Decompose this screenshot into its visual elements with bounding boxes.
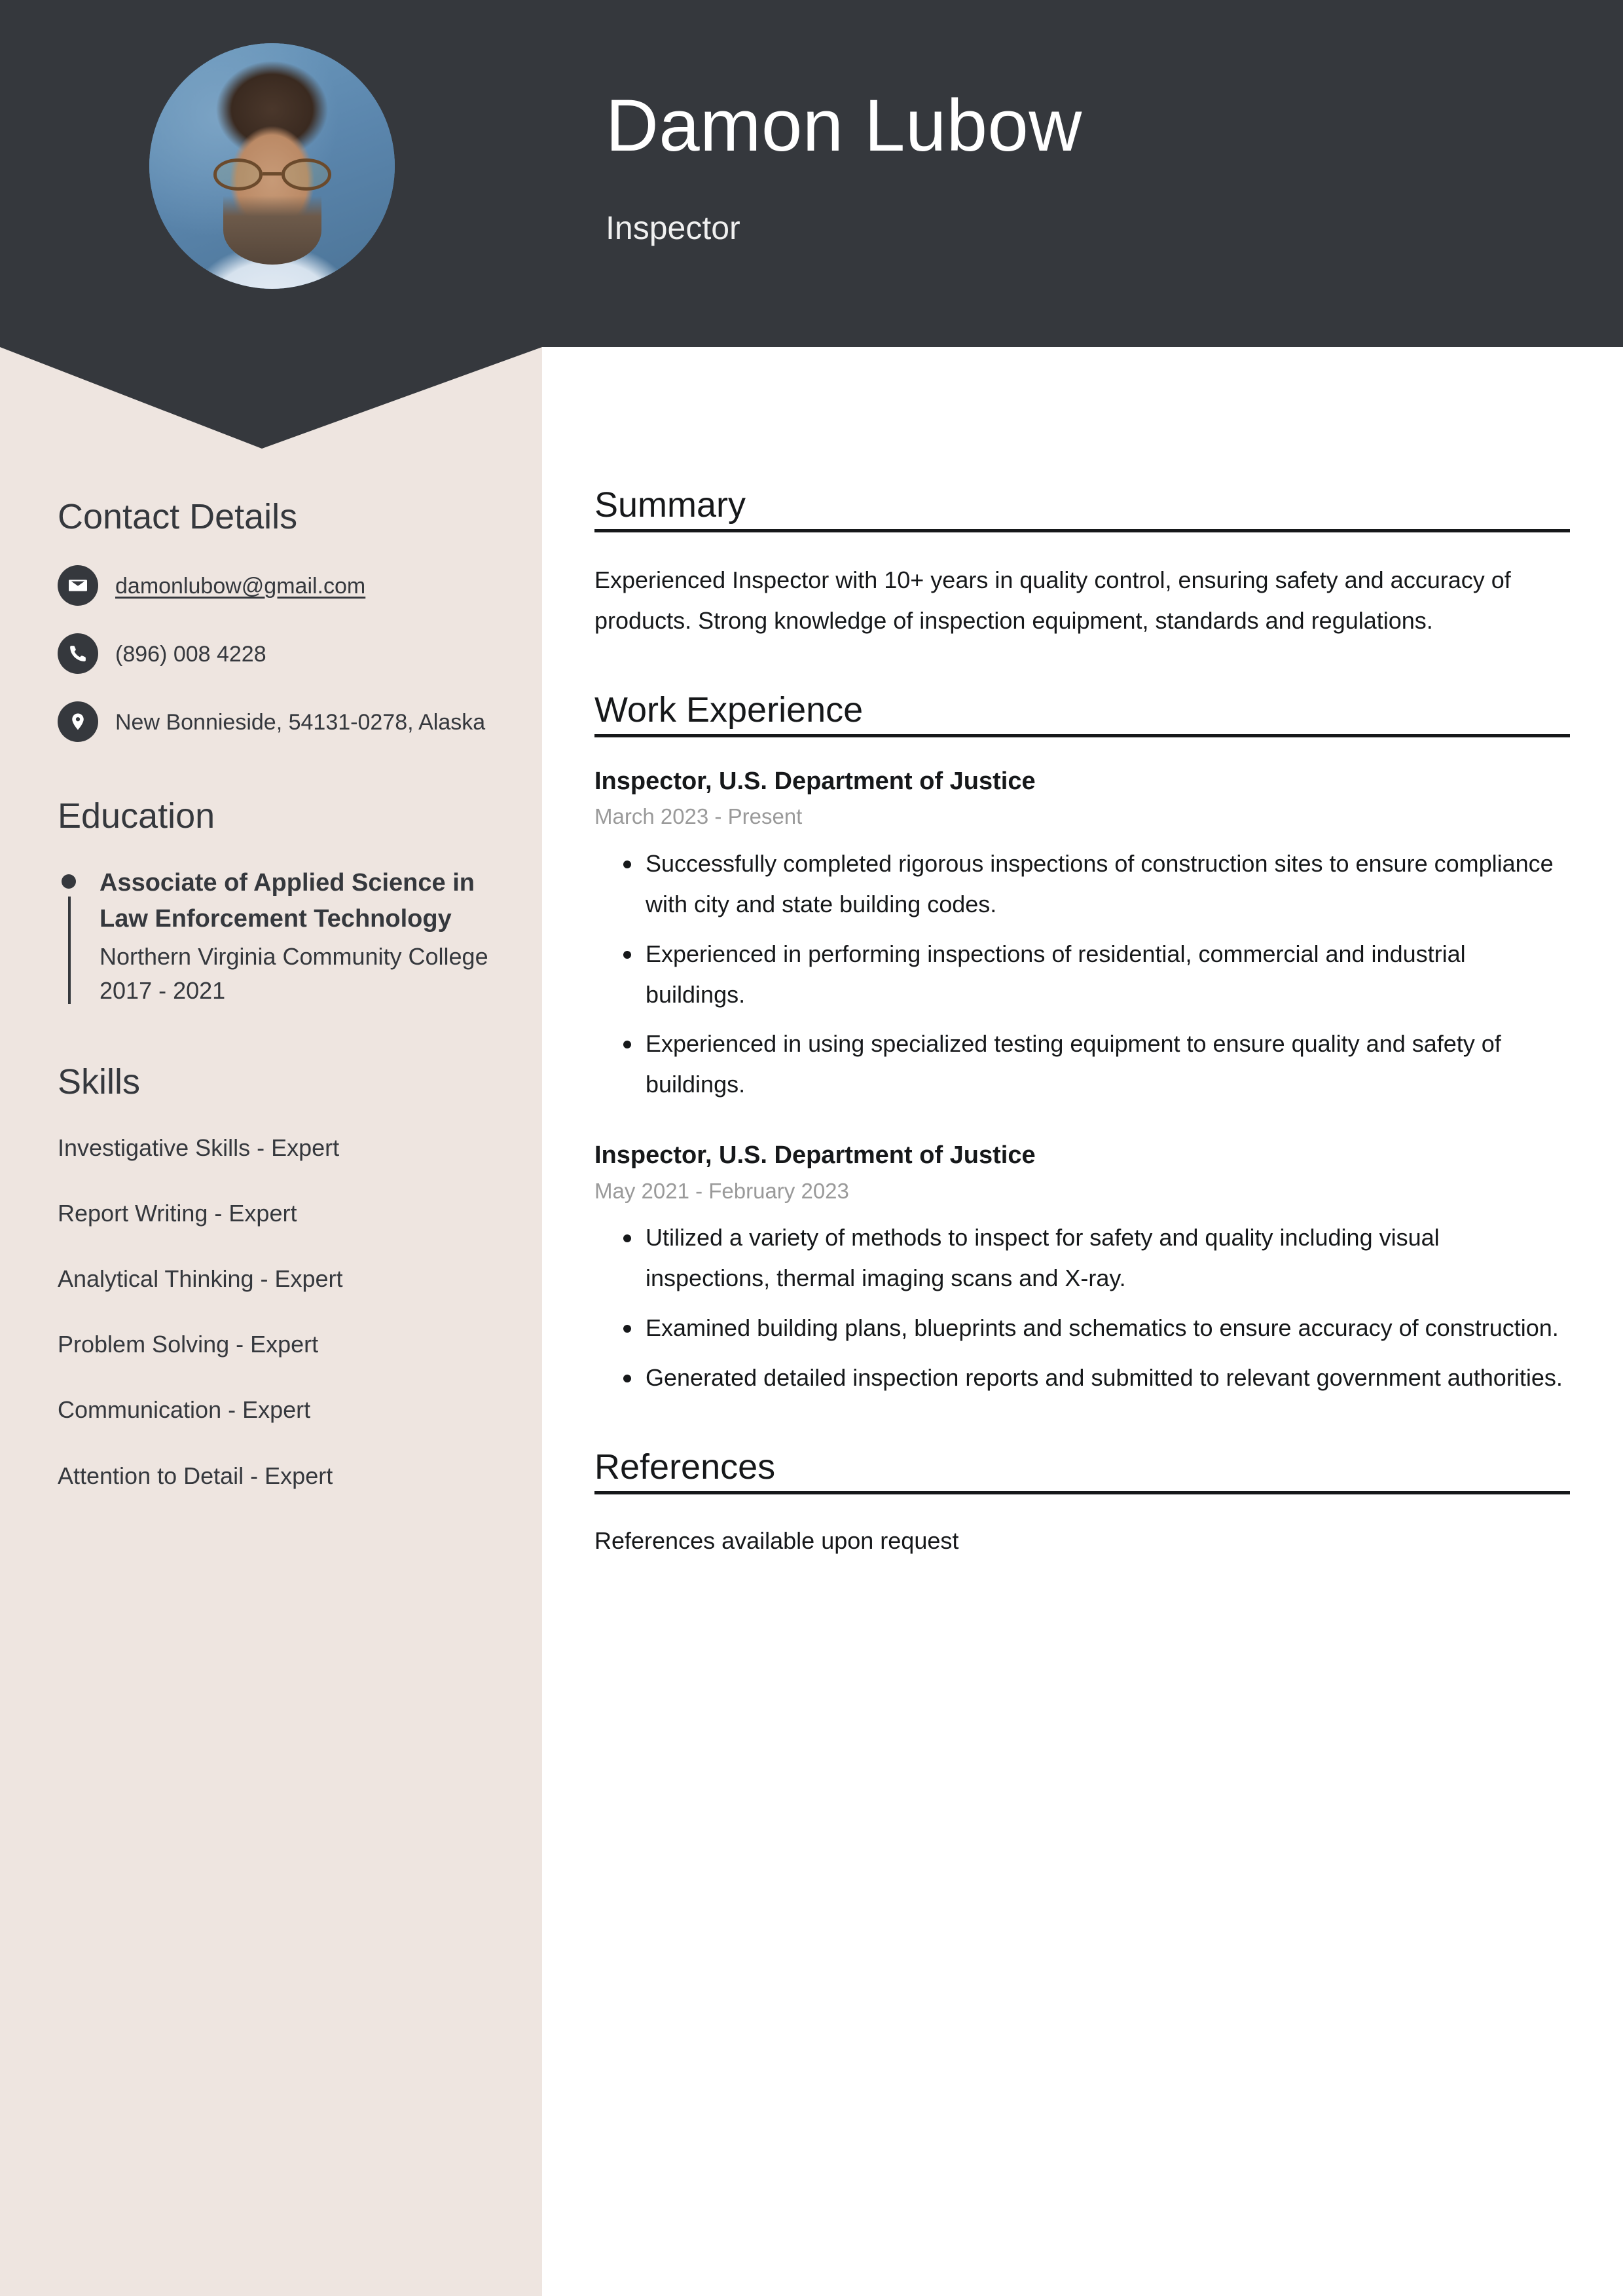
job-bullet: Experienced in performing inspections of residential, commercial and industrial buildings. bbox=[594, 934, 1570, 1015]
references-heading: References bbox=[594, 1447, 776, 1487]
references-section bbox=[594, 1447, 1570, 1560]
references-text: References available upon request bbox=[594, 1527, 959, 1554]
skills-section bbox=[58, 1063, 490, 1493]
phone-icon bbox=[58, 633, 98, 674]
contact-phone-value[interactable]: (896) 008 4228 bbox=[115, 642, 266, 667]
education-dates: 2017 - 2021 bbox=[100, 977, 226, 1005]
job-entry bbox=[594, 1139, 1570, 1398]
skill-item: Investigative Skills - Expert bbox=[58, 1134, 340, 1161]
avatar bbox=[149, 43, 395, 289]
job-bullet-list bbox=[594, 843, 1570, 1105]
skill-item: Attention to Detail - Expert bbox=[58, 1462, 333, 1489]
education-timeline-rule bbox=[68, 897, 71, 1005]
work-experience-section bbox=[594, 690, 1570, 1398]
contact-row-email[interactable] bbox=[58, 565, 490, 606]
education-section bbox=[58, 797, 490, 1008]
page-title: Damon Lubow bbox=[606, 84, 1082, 166]
job-dates: March 2023 - Present bbox=[594, 804, 803, 829]
work-experience-heading-rule bbox=[594, 734, 1570, 737]
envelope-icon bbox=[58, 565, 98, 606]
summary-heading-rule bbox=[594, 529, 1570, 532]
education-item bbox=[58, 865, 490, 1009]
education-degree: Associate of Applied Science in Law Enforcement Technology bbox=[100, 868, 475, 933]
job-role-subtitle: Inspector bbox=[606, 210, 740, 246]
education-bullet-icon bbox=[62, 874, 76, 889]
job-bullet: Successfully completed rigorous inspections of construction sites to ensure compliance with city and state building codes. bbox=[594, 843, 1570, 925]
contact-address-value: New Bonnieside, 54131-0278, Alaska bbox=[115, 710, 486, 735]
job-bullet-list bbox=[594, 1217, 1570, 1398]
job-bullet: Generated detailed inspection reports and submitted to relevant government authorities. bbox=[594, 1358, 1570, 1398]
contact-details-section bbox=[58, 498, 490, 742]
work-experience-heading: Work Experience bbox=[594, 690, 864, 730]
education-school: Northern Virginia Community College bbox=[100, 942, 488, 970]
contact-row-phone[interactable] bbox=[58, 633, 490, 674]
job-entry bbox=[594, 765, 1570, 1105]
contact-row-address bbox=[58, 701, 490, 742]
job-bullet: Utilized a variety of methods to inspect for safety and quality including visual inspections, thermal imaging scans and X-ray. bbox=[594, 1217, 1570, 1299]
job-title: Inspector, U.S. Department of Justice bbox=[594, 768, 1036, 795]
sidebar bbox=[0, 347, 542, 2296]
job-bullet: Examined building plans, blueprints and schematics to ensure accuracy of construction. bbox=[594, 1308, 1570, 1348]
avatar-beard bbox=[223, 196, 321, 265]
summary-heading: Summary bbox=[594, 485, 746, 525]
contact-details-heading: Contact Details bbox=[58, 497, 298, 536]
contact-email-value[interactable]: damonlubow@gmail.com bbox=[115, 574, 366, 599]
summary-section bbox=[594, 485, 1570, 641]
skills-heading: Skills bbox=[58, 1062, 141, 1102]
job-dates: May 2021 - February 2023 bbox=[594, 1178, 849, 1203]
education-heading: Education bbox=[58, 796, 215, 836]
summary-text: Experienced Inspector with 10+ years in quality control, ensuring safety and accuracy of products. Strong knowledge of inspection equipment, standards and regulations. bbox=[594, 566, 1511, 634]
skill-item: Analytical Thinking - Expert bbox=[58, 1265, 343, 1293]
avatar-glasses bbox=[213, 158, 331, 191]
skill-item: Report Writing - Expert bbox=[58, 1199, 297, 1227]
skill-item: Communication - Expert bbox=[58, 1396, 311, 1424]
location-pin-icon bbox=[58, 701, 98, 742]
resume-header bbox=[0, 0, 1623, 347]
references-heading-rule bbox=[594, 1491, 1570, 1494]
profile-photo-icon bbox=[149, 43, 395, 289]
main-content bbox=[594, 485, 1570, 1608]
job-bullet: Experienced in using specialized testing equipment to ensure quality and safety of buildings. bbox=[594, 1024, 1570, 1105]
skill-item: Problem Solving - Expert bbox=[58, 1331, 319, 1358]
job-title: Inspector, U.S. Department of Justice bbox=[594, 1141, 1036, 1170]
